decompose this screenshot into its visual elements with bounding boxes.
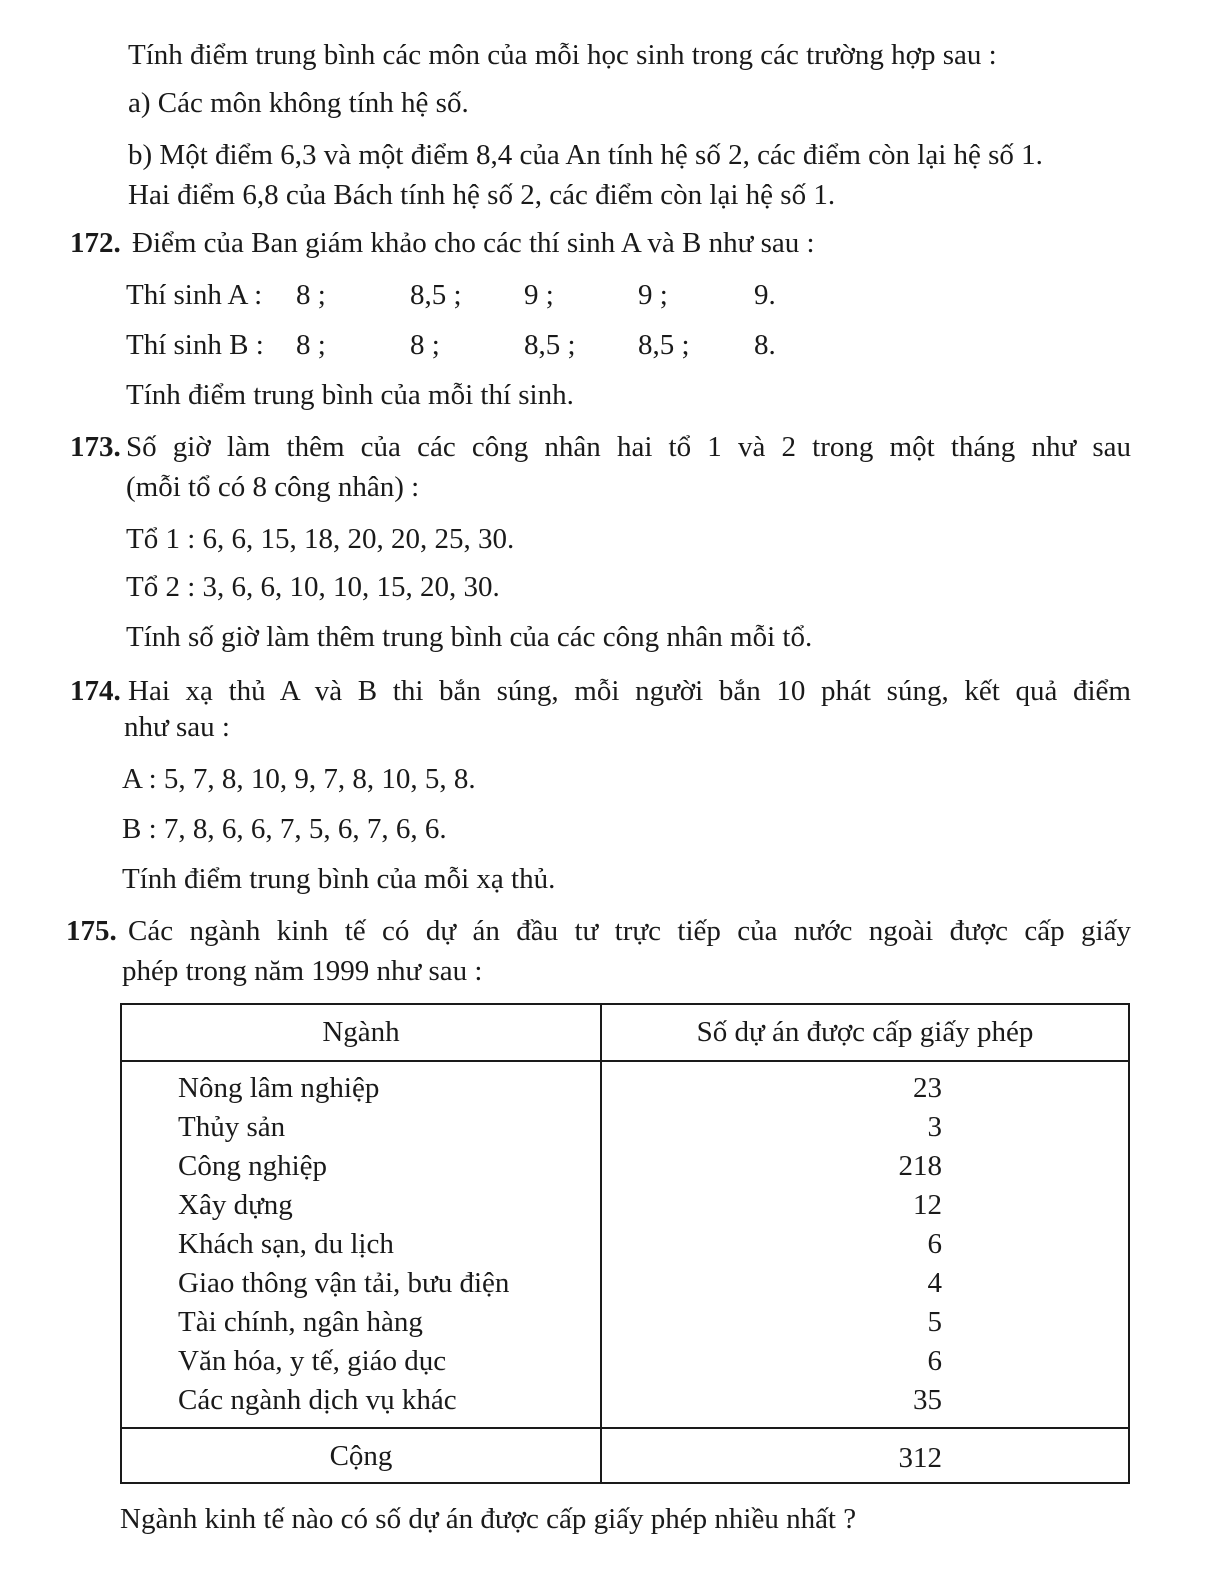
exercise-173-group2: Tổ 2 : 3, 6, 6, 10, 10, 15, 20, 30. xyxy=(126,571,500,603)
exercise-174-number: 174. xyxy=(70,675,121,707)
table-header-sector: Ngành xyxy=(322,1016,400,1048)
score-cell: 8. xyxy=(754,329,776,361)
table-cell-sector: Công nghiệp xyxy=(178,1150,328,1182)
table-cell-count: 12 xyxy=(913,1189,942,1221)
table-cell-sector: Các ngành dịch vụ khác xyxy=(178,1384,457,1416)
exercise-173-group1: Tổ 1 : 6, 6, 15, 18, 20, 20, 25, 30. xyxy=(126,523,515,555)
table-total-label: Cộng xyxy=(329,1440,393,1472)
table-cell-sector: Xây dựng xyxy=(178,1189,293,1221)
score-cell: 9 ; xyxy=(524,279,554,311)
exercise-175-line1: Các ngành kinh tế có dự án đầu tư trực tiếp của nước ngoài được cấp giấy xyxy=(128,915,1131,947)
score-cell: 8 ; xyxy=(296,329,326,361)
exercise-173-number: 173. xyxy=(70,431,121,463)
exercise-175-line2: phép trong năm 1999 như sau : xyxy=(122,955,483,987)
score-row-b xyxy=(126,326,1026,365)
table-cell-sector: Văn hóa, y tế, giáo dục xyxy=(178,1345,447,1377)
table-cell-count: 6 xyxy=(927,1345,942,1377)
exercise-173-line2: (mỗi tổ có 8 công nhân) : xyxy=(126,471,420,503)
score-row-a xyxy=(126,276,1026,315)
table-column-divider xyxy=(600,1005,602,1482)
exercise-174-b-scores: B : 7, 8, 6, 6, 7, 5, 6, 7, 6, 6. xyxy=(122,813,447,845)
exercise-174-line2: như sau : xyxy=(124,711,230,743)
table-cell-count: 3 xyxy=(927,1111,942,1143)
table-cell-sector: Thủy sản xyxy=(178,1111,286,1143)
exercise-173-line1: Số giờ làm thêm của các công nhân hai tổ 1 và 2 trong một tháng như sau xyxy=(126,431,1131,463)
table-total-divider xyxy=(122,1427,1128,1429)
table-cell-sector: Giao thông vận tải, bưu điện xyxy=(178,1267,510,1299)
score-row-label: Thí sinh A : xyxy=(126,279,263,311)
exercise-175-number: 175. xyxy=(66,915,117,947)
table-cell-sector: Tài chính, ngân hàng xyxy=(178,1306,423,1338)
exercise-175-question: Ngành kinh tế nào có số dự án được cấp giấy phép nhiều nhất ? xyxy=(120,1503,857,1535)
table-total-value: 312 xyxy=(898,1442,942,1474)
table-cell-count: 23 xyxy=(913,1072,942,1104)
table-cell-sector: Khách sạn, du lịch xyxy=(178,1228,394,1260)
intro-item-b-line1: b) Một điểm 6,3 và một điểm 8,4 của An tính hệ số 2, các điểm còn lại hệ số 1. xyxy=(128,139,1043,171)
intro-item-b-line2: Hai điểm 6,8 của Bách tính hệ số 2, các điểm còn lại hệ số 1. xyxy=(128,179,836,211)
score-cell: 9. xyxy=(754,279,776,311)
table-cell-count: 6 xyxy=(927,1228,942,1260)
table-header-divider xyxy=(122,1060,1128,1062)
table-header-project-count: Số dự án được cấp giấy phép xyxy=(696,1016,1034,1048)
table-cell-count: 4 xyxy=(927,1267,942,1299)
table-cell-sector: Nông lâm nghiệp xyxy=(178,1072,380,1104)
table-cell-count: 218 xyxy=(898,1150,942,1182)
score-cell: 8 ; xyxy=(296,279,326,311)
table-cell-count: 5 xyxy=(927,1306,942,1338)
score-cell: 8,5 ; xyxy=(410,279,462,311)
score-cell: 8,5 ; xyxy=(524,329,576,361)
score-cell: 9 ; xyxy=(638,279,668,311)
exercise-172-question: Tính điểm trung bình của mỗi thí sinh. xyxy=(126,379,574,411)
exercise-172-text: Điểm của Ban giám khảo cho các thí sinh A và B như sau : xyxy=(132,227,815,259)
score-cell: 8 ; xyxy=(410,329,440,361)
exercise-174-a-scores: A : 5, 7, 8, 10, 9, 7, 8, 10, 5, 8. xyxy=(122,763,476,795)
table-cell-count: 35 xyxy=(913,1384,942,1416)
exercise-174-line1: Hai xạ thủ A và B thi bắn súng, mỗi người bắn 10 phát súng, kết quả điểm xyxy=(128,675,1131,707)
exercise-174-question: Tính điểm trung bình của mỗi xạ thủ. xyxy=(122,863,556,895)
intro-item-a: a) Các môn không tính hệ số. xyxy=(128,87,469,119)
score-cell: 8,5 ; xyxy=(638,329,690,361)
score-row-label: Thí sinh B : xyxy=(126,329,264,361)
intro-line: Tính điểm trung bình các môn của mỗi học sinh trong các trường hợp sau : xyxy=(128,39,997,71)
exercise-172-number: 172. xyxy=(70,227,121,259)
investment-table xyxy=(120,1003,1130,1484)
exercise-173-question: Tính số giờ làm thêm trung bình của các công nhân mỗi tổ. xyxy=(126,621,813,653)
